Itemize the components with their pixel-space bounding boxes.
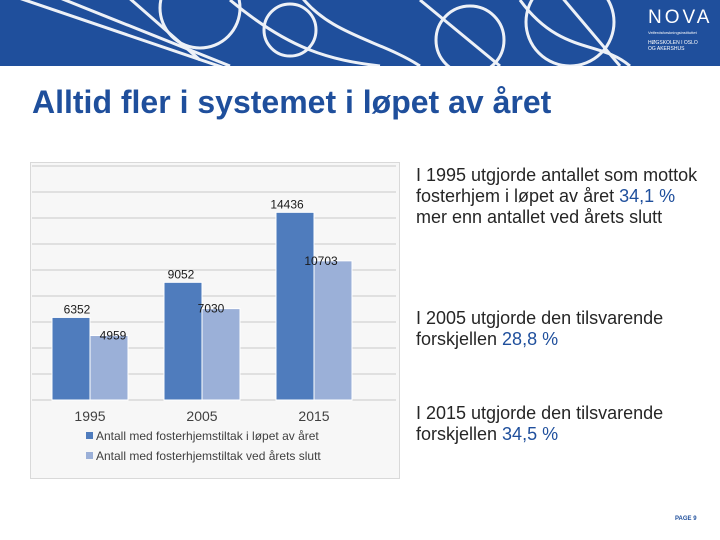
- logo-line1: HØGSKOLEN I OSLO: [648, 40, 698, 46]
- logo-name: NOVA: [648, 7, 713, 28]
- page-number: PAGE 9: [675, 516, 697, 522]
- paragraph-2015: [416, 403, 706, 445]
- chart-svg: [30, 162, 400, 480]
- paragraph-1995-suffix: mer enn antallet ved årets slutt: [416, 207, 663, 227]
- x-tick-label: 2015: [298, 408, 330, 424]
- legend-label: Antall med fosterhjemstiltak i løpet av året: [96, 429, 319, 443]
- data-label: 7030: [197, 301, 225, 316]
- logo-line2: OG AKERSHUS: [648, 46, 685, 52]
- paragraph-2005: [416, 308, 706, 350]
- bar-1995-series-1: [52, 317, 90, 400]
- paragraph-1995-text: I 1995 utgjorde antallet som mottok fosterhjem i løpet av året: [416, 165, 698, 206]
- data-label: 10703: [304, 253, 338, 268]
- paragraph-2015-text: I 2015 utgjorde den tilsvarende forskjellen: [416, 403, 664, 444]
- bar-2015-series-2: [314, 261, 352, 400]
- data-label: 9052: [167, 267, 195, 282]
- bar-2015-series-1: [276, 212, 314, 400]
- decorative-pattern: [0, 0, 720, 66]
- bar-chart: [30, 162, 400, 480]
- paragraph-2005-text: I 2005 utgjorde den tilsvarende forskjellen: [416, 308, 664, 349]
- page-title: Alltid fler i systemet i løpet av året: [32, 84, 552, 120]
- highlight-1995: 34,1 %: [619, 186, 676, 206]
- bar-1995-series-2: [90, 336, 128, 400]
- nova-logo: [648, 8, 712, 52]
- legend-swatch: [86, 452, 93, 459]
- paragraph-1995: [416, 165, 706, 228]
- highlight-2015: 34,5 %: [502, 424, 559, 444]
- highlight-2005: 28,8 %: [502, 329, 559, 349]
- x-tick-label: 1995: [74, 408, 106, 424]
- header-banner: [0, 0, 720, 66]
- bar-2005-series-1: [164, 282, 202, 400]
- data-label: 4959: [99, 328, 127, 343]
- data-label: 6352: [63, 302, 91, 317]
- bar-2005-series-2: [202, 309, 240, 400]
- logo-subtitle: Velferdsforskningsinstituttet: [648, 30, 697, 35]
- legend-swatch: [86, 432, 93, 439]
- x-tick-label: 2005: [186, 408, 218, 424]
- legend-label: Antall med fosterhjemstiltak ved årets slutt: [96, 449, 321, 463]
- data-label: 14436: [270, 197, 304, 212]
